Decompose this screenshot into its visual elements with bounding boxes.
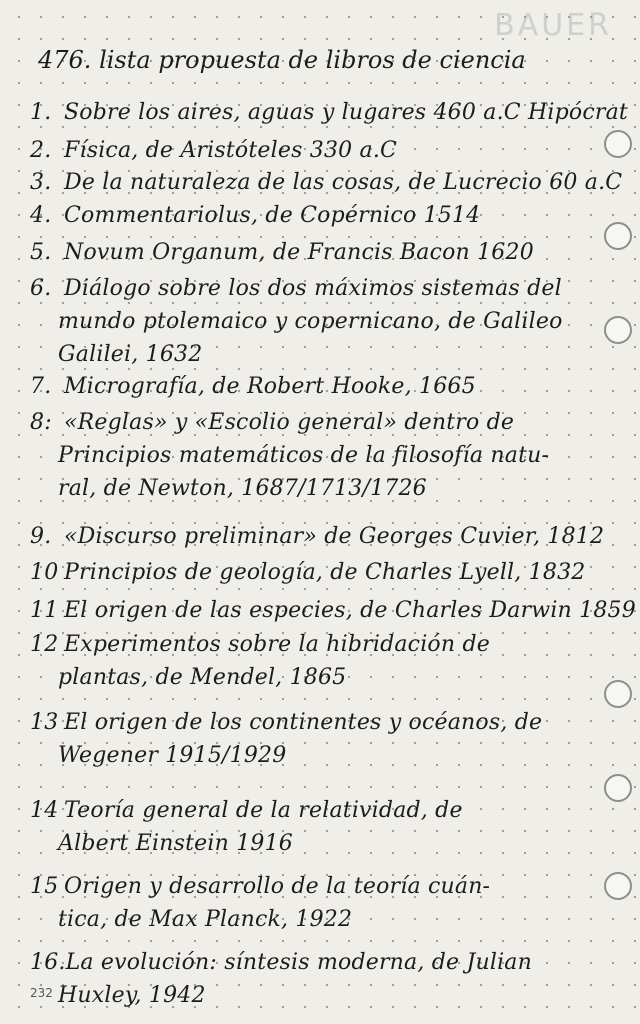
item-number: 5.: [30, 240, 52, 265]
list-item: [30, 706, 542, 772]
item-number: 14: [30, 798, 59, 823]
item-line: De la naturaleza de las cosas, de Lucrecio 60 a.C: [64, 170, 623, 195]
item-line: Commentariolus, de Copérnico 1514: [64, 203, 481, 228]
page-number: 232: [30, 986, 53, 1000]
list-item: [30, 628, 490, 694]
item-number: 4.: [30, 203, 52, 228]
item-line: Galilei, 1632: [58, 342, 203, 367]
item-number: 13: [30, 710, 59, 735]
item-line: plantas, de Mendel, 1865: [58, 665, 347, 690]
item-number: 8:: [30, 410, 52, 435]
item-line: Física, de Aristóteles 330 a.C: [64, 138, 398, 163]
item-number: 15: [30, 874, 59, 899]
list-item: [30, 794, 463, 860]
item-number: 12: [30, 632, 59, 657]
binder-hole: [604, 130, 632, 158]
item-number: 11: [30, 598, 59, 623]
item-line: El origen de los continentes y océanos, de: [64, 710, 543, 735]
list-item: [30, 946, 532, 1012]
binder-hole: [604, 774, 632, 802]
list-item: [30, 199, 480, 232]
list-item: [30, 870, 490, 936]
item-line: Huxley, 1942: [58, 983, 206, 1008]
item-number: 7.: [30, 374, 52, 399]
list-item: [30, 134, 397, 167]
item-line: Origen y desarrollo de la teoría cuán-: [64, 874, 491, 899]
list-item: [30, 166, 622, 199]
item-line: Teoría general de la relatividad, de: [64, 798, 463, 823]
item-line: ral, de Newton, 1687/1713/1726: [58, 476, 427, 501]
item-line: Albert Einstein 1916: [58, 831, 293, 856]
list-item: [30, 272, 563, 371]
item-number: 2.: [30, 138, 52, 163]
item-line: Principios de geología, de Charles Lyell, 1832: [64, 560, 586, 585]
item-number: 1.: [30, 100, 52, 125]
item-number: 16.: [30, 950, 66, 975]
item-number: 3.: [30, 170, 52, 195]
list-item: [30, 406, 549, 505]
item-line: Experimentos sobre la hibridación de: [64, 632, 490, 657]
page-title: 476. lista propuesta de libros de ciencia: [38, 46, 526, 74]
item-line: Sobre los aires, aguas y lugares 460 a.C Hipócrat: [64, 100, 628, 125]
binder-hole: [604, 680, 632, 708]
item-line: «Reglas» y «Escolio general» dentro de: [64, 410, 515, 435]
item-line: Diálogo sobre los dos máximos sistemas del: [64, 276, 562, 301]
item-number: 6.: [30, 276, 52, 301]
item-number: 10: [30, 560, 59, 585]
item-line: tica, de Max Planck, 1922: [58, 907, 353, 932]
item-line: mundo ptolemaico y copernicano, de Galileo: [58, 309, 563, 334]
item-line: Micrografía, de Robert Hooke, 1665: [64, 374, 476, 399]
item-line: La evolución: síntesis moderna, de Julian: [65, 950, 532, 975]
item-line: Wegener 1915/1929: [58, 743, 287, 768]
list-item: [30, 236, 534, 269]
binder-hole: [604, 316, 632, 344]
item-line: Principios matemáticos de la filosofía natu-: [58, 443, 550, 468]
item-line: El origen de las especies, de Charles Darwin 1859: [64, 598, 636, 623]
faint-back-text: BAUER: [494, 8, 612, 43]
item-line: «Discurso preliminar» de Georges Cuvier, 1812: [64, 524, 605, 549]
list-item: [30, 556, 585, 589]
binder-hole: [604, 222, 632, 250]
list-item: [30, 594, 636, 627]
binder-hole: [604, 872, 632, 900]
item-number: 9.: [30, 524, 52, 549]
list-item: [30, 520, 604, 553]
list-item: [30, 370, 476, 403]
item-line: Novum Organum, de Francis Bacon 1620: [64, 240, 534, 265]
list-item: [30, 96, 628, 129]
